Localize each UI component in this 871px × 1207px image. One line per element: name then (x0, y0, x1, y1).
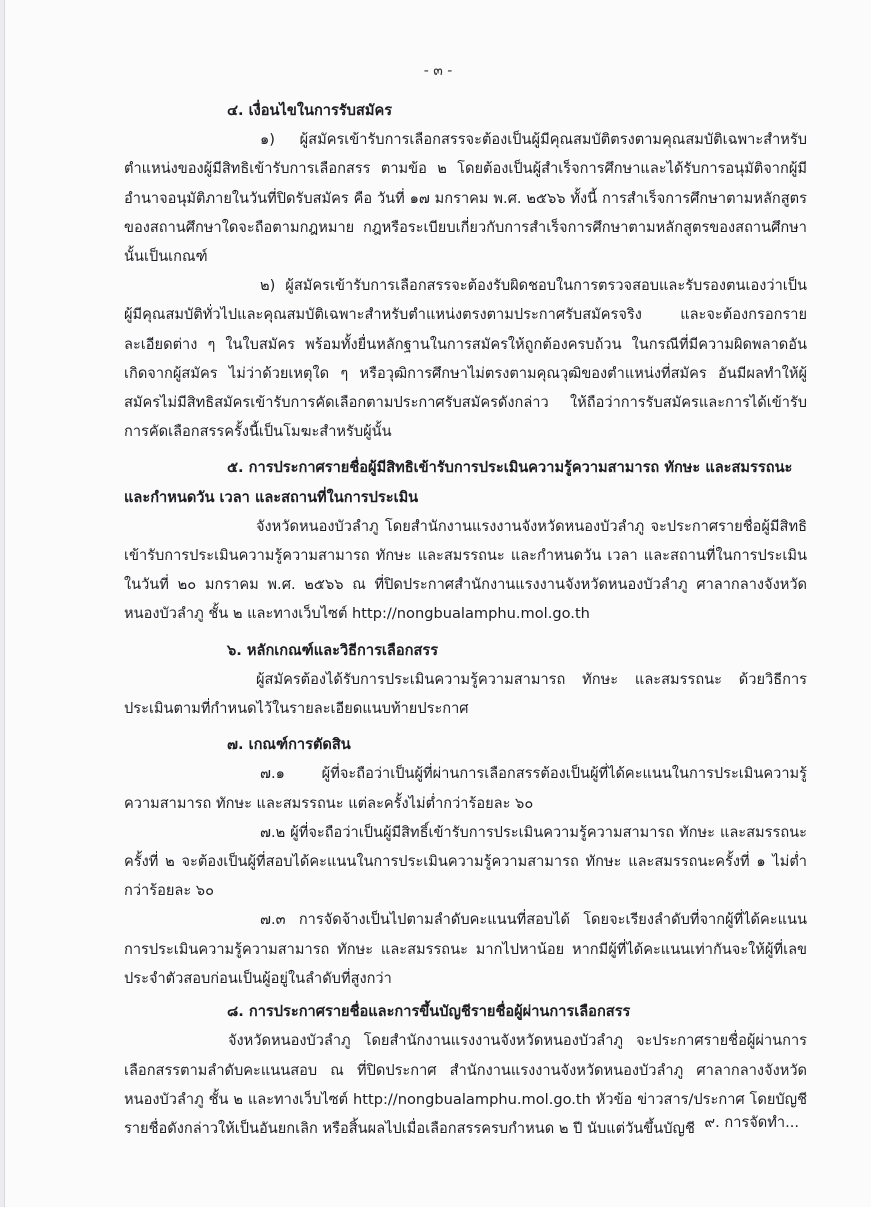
section-8-body: จังหวัดหนองบัวลำภู โดยสำนักงานแรงงานจังหวัดหนองบัวลำภู จะประกาศรายชื่อผู้ผ่านการเลือกสรรตามลำดับคะแนนสอบ ณ ที่ปิดประกาศ สำนักงานแรงงานจังหวัดหนองบัวลำภู ศาลากลางจังหวัดหนองบัวลำภู ชั้น ๒ และทางเว็บไซต์ http://nongbualamphu.mol.go.th หัวข้อ ข่าวสาร/ประกาศ โดยบัญชีรายชื่อดังกล่าวให้เป็นอันยกเลิก หรือสิ้นผลไปเมื่อเลือกสรรครบกำหนด ๒ ปี นับแต่วันขึ้นบัญชี (124, 1032, 807, 1137)
section-5-heading: ๕. การประกาศรายชื่อผู้มีสิทธิเข้ารับการประเมินความรู้ความสามารถ ทักษะ และสมรรถนะ (227, 459, 793, 477)
section-7-paragraph-2: ๗.๒ ผู้ที่จะถือว่าเป็นผู้มีสิทธิ์เข้ารับการประเมินความรู้ความสามารถ ทักษะ และสมรรถนะ ครั้งที่ ๒ จะต้องเป็นผู้ที่สอบได้คะแนนในการประเมินความรู้ความสามารถ ทักษะ และสมรรถนะครั้งที่ ๑ ไม่ต่ำกว่าร้อยละ ๖๐ (124, 823, 807, 900)
section-5-body-first: จังหวัดหนองบัวลำภู โดยสำนักงานแรงงานจังหวัดหนองบัวลำภู จะประกาศรายชื่อผู้มีสิทธิ (256, 517, 807, 535)
section-8-heading: ๘. การประกาศรายชื่อและการขึ้นบัญชีรายชื่อผู้ผ่านการเลือกสรร (227, 1003, 631, 1021)
section-4-paragraph-1: ๑) ผู้สมัครเข้ารับการเลือกสรรจะต้องเป็นผู้มีคุณสมบัติตรงตามคุณสมบัติเฉพาะสำหรับตำแหน่งของผู้มีสิทธิเข้ารับการเลือกสรร ตามข้อ ๒ โดยต้องเป็นผู้สำเร็จการศึกษาและได้รับการอนุมัติจากผู้มีอำนาจอนุมัติภายในวันที่ปิดรับสมัคร คือ วันที่ ๑๗ มกราคม พ.ศ. ๒๕๖๖ ทั้งนี้ การสำเร็จการศึกษาตามหลักสูตรของสถานศึกษาใดจะถือตามกฎหมาย กฎหรือระเบียบเกี่ยวกับการสำเร็จการศึกษาตามหลักสูตรของสถานศึกษานั้นเป็นเกณฑ์ (124, 131, 807, 266)
section-4-paragraph-2: ๒) ผู้สมัครเข้ารับการเลือกสรรจะต้องรับผิดชอบในการตรวจสอบและรับรองตนเองว่าเป็นผู้มีคุณสมบัติทั่วไปและคุณสมบัติเฉพาะสำหรับตำแหน่งตรงตามประกาศรับสมัครจริง และจะต้องกรอกรายละเอียดต่าง ๆ ในใบสมัคร พร้อมทั้งยื่นหลักฐานในการสมัครให้ถูกต้องครบถ้วน ในกรณีที่มีความผิดพลาดอันเกิดจากผู้สมัคร ไม่ว่าด้วยเหตุใด ๆ หรือวุฒิการศึกษาไม่ตรงตามคุณวุฒิของตำแหน่งที่สมัคร อันมีผลทำให้ผู้สมัครไม่มีสิทธิสมัครเข้ารับการคัดเลือกตามประกาศรับสมัครดังกล่าว ให้ถือว่าการรับสมัครและการได้เข้ารับการคัดเลือกสรรครั้งนี้เป็นโมฆะสำหรับผู้นั้น (124, 277, 807, 441)
section-7-paragraph-1: ๗.๑ ผู้ที่จะถือว่าเป็นผู้ที่ผ่านการเลือกสรรต้องเป็นผู้ที่ได้คะแนนในการประเมินความรู้ความสามารถ ทักษะ และสมรรถนะ แต่ละครั้งไม่ต่ำกว่าร้อยละ ๖๐ (124, 765, 807, 812)
section-6-heading: ๖. หลักเกณฑ์และวิธีการเลือกสรร (227, 641, 439, 659)
page-number: - ๓ - (423, 63, 453, 79)
section-4-heading: ๔. เงื่อนไขในการรับสมัคร (227, 102, 393, 119)
section-7-heading: ๗. เกณฑ์การตัดสิน (227, 736, 351, 754)
continuation-note: ๙. การจัดทำ... (704, 1114, 799, 1131)
document-body (124, 96, 807, 1143)
section-6-body: ผู้สมัครต้องได้รับการประเมินความรู้ความสามารถ ทักษะ และสมรรถนะ ด้วยวิธีการประเมินตามที่กำหนดไว้ในรายละเอียดแนบท้ายประกาศ (124, 670, 807, 718)
section-7-paragraph-3: ๗.๓ การจัดจ้างเป็นไปตามลำดับคะแนนที่สอบได้ โดยจะเรียงลำดับที่จากผู้ที่ได้คะแนนการประเมินความรู้ความสามารถ ทักษะ และสมรรถนะ มากไปหาน้อย หากมีผู้ที่ได้คะแนนเท่ากันจะให้ผู้ที่เลขประจำตัวสอบก่อนเป็นผู้อยู่ในลำดับที่สูงกว่า (124, 911, 807, 987)
document-page (4, 0, 871, 1207)
section-5-heading-continued: และกำหนดวัน เวลา และสถานที่ในการประเมิน (124, 488, 419, 506)
section-5-body (124, 512, 807, 629)
section-5-body-rest: เข้ารับการประเมินความรู้ความสามารถ ทักษะ และสมรรถนะ และกำหนดวัน เวลา และสถานที่ในการประเมิน ในวันที่ ๒๐ มกราคม พ.ศ. ๒๕๖๖ ณ ที่ปิดประกาศสำนักงานแรงงานจังหวัดหนองบัวลำภู ศาลากลางจังหวัดหนองบัวลำภู ชั้น ๒ และทางเว็บไซต์ http://nongbualamphu.mol.go.th (124, 547, 807, 623)
